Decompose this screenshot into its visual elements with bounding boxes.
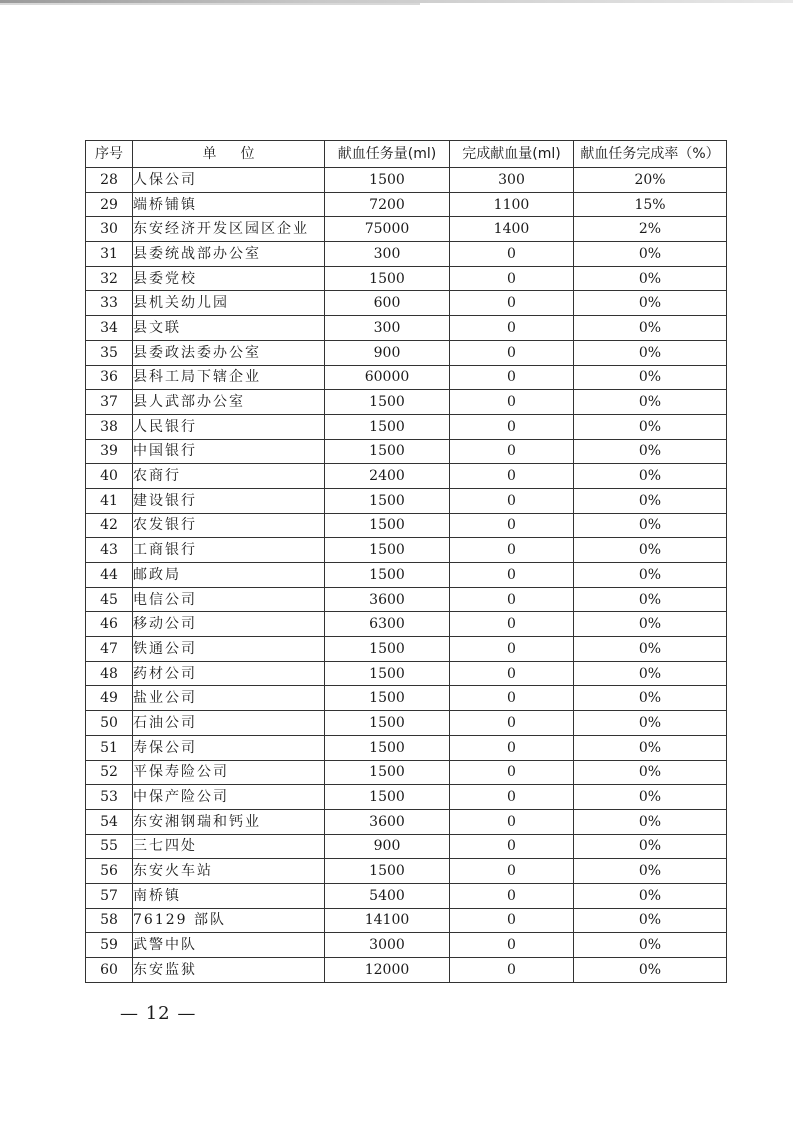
- row-completion-rate: 0%: [574, 883, 727, 908]
- row-completed-volume: 1400: [450, 217, 574, 242]
- header-seq: 序号: [86, 141, 133, 168]
- table-row: [86, 661, 727, 686]
- row-completed-volume: 0: [450, 933, 574, 958]
- row-task-volume: 1500: [325, 538, 450, 563]
- table-row: [86, 563, 727, 588]
- row-completed-volume: 0: [450, 464, 574, 489]
- row-completed-volume: 0: [450, 414, 574, 439]
- row-completed-volume: 0: [450, 266, 574, 291]
- row-completed-volume: 1100: [450, 192, 574, 217]
- row-seq: 34: [86, 316, 133, 341]
- row-task-volume: 3600: [325, 809, 450, 834]
- row-completed-volume: 0: [450, 908, 574, 933]
- row-task-volume: 1500: [325, 513, 450, 538]
- row-completion-rate: 0%: [574, 760, 727, 785]
- row-unit: 移动公司: [133, 612, 325, 637]
- row-task-volume: 75000: [325, 217, 450, 242]
- row-completion-rate: 0%: [574, 637, 727, 662]
- row-unit: 东安火车站: [133, 859, 325, 884]
- table-row: [86, 316, 727, 341]
- table-row: [86, 390, 727, 415]
- row-completed-volume: 0: [450, 587, 574, 612]
- row-unit: 铁通公司: [133, 637, 325, 662]
- row-completion-rate: 0%: [574, 587, 727, 612]
- row-task-volume: 300: [325, 242, 450, 267]
- row-completed-volume: 0: [450, 686, 574, 711]
- row-completion-rate: 0%: [574, 488, 727, 513]
- row-unit: 76129 部队: [133, 908, 325, 933]
- row-task-volume: 300: [325, 316, 450, 341]
- row-completion-rate: 0%: [574, 711, 727, 736]
- row-task-volume: 1500: [325, 390, 450, 415]
- row-seq: 52: [86, 760, 133, 785]
- row-completion-rate: 0%: [574, 414, 727, 439]
- row-seq: 31: [86, 242, 133, 267]
- row-completed-volume: 300: [450, 168, 574, 193]
- row-completed-volume: 0: [450, 538, 574, 563]
- row-unit: 县委统战部办公室: [133, 242, 325, 267]
- row-seq: 58: [86, 908, 133, 933]
- table-row: [86, 266, 727, 291]
- row-task-volume: 1500: [325, 735, 450, 760]
- row-completed-volume: 0: [450, 563, 574, 588]
- row-seq: 47: [86, 637, 133, 662]
- row-seq: 46: [86, 612, 133, 637]
- row-seq: 59: [86, 933, 133, 958]
- row-task-volume: 3600: [325, 587, 450, 612]
- row-task-volume: 7200: [325, 192, 450, 217]
- row-unit: 端桥铺镇: [133, 192, 325, 217]
- row-unit: 县委政法委办公室: [133, 340, 325, 365]
- row-seq: 29: [86, 192, 133, 217]
- row-completion-rate: 2%: [574, 217, 727, 242]
- row-seq: 50: [86, 711, 133, 736]
- table-row: [86, 612, 727, 637]
- row-task-volume: 600: [325, 291, 450, 316]
- row-seq: 37: [86, 390, 133, 415]
- row-task-volume: 1500: [325, 686, 450, 711]
- row-task-volume: 1500: [325, 414, 450, 439]
- row-task-volume: 5400: [325, 883, 450, 908]
- row-completion-rate: 0%: [574, 538, 727, 563]
- table-row: [86, 439, 727, 464]
- row-unit: 东安湘钢瑞和钙业: [133, 809, 325, 834]
- table-row: [86, 908, 727, 933]
- row-seq: 42: [86, 513, 133, 538]
- row-completed-volume: 0: [450, 513, 574, 538]
- row-seq: 49: [86, 686, 133, 711]
- table-row: [86, 637, 727, 662]
- row-task-volume: 60000: [325, 365, 450, 390]
- row-seq: 51: [86, 735, 133, 760]
- row-task-volume: 1500: [325, 563, 450, 588]
- row-completed-volume: 0: [450, 785, 574, 810]
- table-row: [86, 488, 727, 513]
- row-unit: 盐业公司: [133, 686, 325, 711]
- row-unit: 工商银行: [133, 538, 325, 563]
- row-completed-volume: 0: [450, 834, 574, 859]
- row-task-volume: 3000: [325, 933, 450, 958]
- row-completion-rate: 0%: [574, 291, 727, 316]
- row-task-volume: 1500: [325, 661, 450, 686]
- row-unit: 药材公司: [133, 661, 325, 686]
- row-unit: 中国银行: [133, 439, 325, 464]
- table-row: [86, 291, 727, 316]
- table-row: [86, 414, 727, 439]
- row-unit: 石油公司: [133, 711, 325, 736]
- row-completion-rate: 0%: [574, 365, 727, 390]
- row-completion-rate: 20%: [574, 168, 727, 193]
- row-completion-rate: 0%: [574, 340, 727, 365]
- row-completed-volume: 0: [450, 242, 574, 267]
- table-row: [86, 513, 727, 538]
- row-unit: 东安监狱: [133, 958, 325, 983]
- scan-top-edge-shadow: [0, 3, 420, 5]
- table-row: [86, 859, 727, 884]
- row-seq: 32: [86, 266, 133, 291]
- row-completed-volume: 0: [450, 809, 574, 834]
- row-completion-rate: 0%: [574, 464, 727, 489]
- row-completion-rate: 0%: [574, 242, 727, 267]
- table-row: [86, 809, 727, 834]
- table-row: [86, 958, 727, 983]
- row-seq: 33: [86, 291, 133, 316]
- row-completed-volume: 0: [450, 612, 574, 637]
- header-task-volume: 献血任务量(ml): [325, 141, 450, 168]
- row-task-volume: 1500: [325, 785, 450, 810]
- row-unit: 中保产险公司: [133, 785, 325, 810]
- row-completion-rate: 0%: [574, 439, 727, 464]
- row-completed-volume: 0: [450, 439, 574, 464]
- row-seq: 43: [86, 538, 133, 563]
- table-row: [86, 365, 727, 390]
- row-completion-rate: 0%: [574, 316, 727, 341]
- row-completion-rate: 0%: [574, 859, 727, 884]
- row-task-volume: 14100: [325, 908, 450, 933]
- table-row: [86, 760, 727, 785]
- row-completed-volume: 0: [450, 488, 574, 513]
- row-completion-rate: 0%: [574, 933, 727, 958]
- row-completed-volume: 0: [450, 340, 574, 365]
- table-row: [86, 883, 727, 908]
- row-unit: 电信公司: [133, 587, 325, 612]
- row-seq: 60: [86, 958, 133, 983]
- row-completion-rate: 0%: [574, 735, 727, 760]
- row-completed-volume: 0: [450, 637, 574, 662]
- row-seq: 35: [86, 340, 133, 365]
- row-unit: 农商行: [133, 464, 325, 489]
- row-task-volume: 1500: [325, 488, 450, 513]
- row-unit: 寿保公司: [133, 735, 325, 760]
- table-body: [86, 168, 727, 983]
- row-completed-volume: 0: [450, 291, 574, 316]
- row-completed-volume: 0: [450, 316, 574, 341]
- row-task-volume: 1500: [325, 859, 450, 884]
- row-completion-rate: 0%: [574, 785, 727, 810]
- row-task-volume: 2400: [325, 464, 450, 489]
- header-completion-rate: 献血任务完成率（%）: [574, 141, 727, 168]
- table-row: [86, 464, 727, 489]
- row-seq: 57: [86, 883, 133, 908]
- table-row: [86, 168, 727, 193]
- table-row: [86, 587, 727, 612]
- table-row: [86, 538, 727, 563]
- row-task-volume: 1500: [325, 637, 450, 662]
- row-completed-volume: 0: [450, 711, 574, 736]
- row-seq: 54: [86, 809, 133, 834]
- row-completion-rate: 0%: [574, 612, 727, 637]
- row-unit: 三七四处: [133, 834, 325, 859]
- row-completed-volume: 0: [450, 859, 574, 884]
- row-seq: 40: [86, 464, 133, 489]
- row-task-volume: 1500: [325, 439, 450, 464]
- row-seq: 55: [86, 834, 133, 859]
- row-unit: 县人武部办公室: [133, 390, 325, 415]
- row-seq: 30: [86, 217, 133, 242]
- row-unit: 县委党校: [133, 266, 325, 291]
- table-row: [86, 933, 727, 958]
- row-completion-rate: 0%: [574, 513, 727, 538]
- row-seq: 41: [86, 488, 133, 513]
- row-unit: 东安经济开发区园区企业: [133, 217, 325, 242]
- table-row: [86, 340, 727, 365]
- row-unit: 邮政局: [133, 563, 325, 588]
- row-seq: 39: [86, 439, 133, 464]
- row-seq: 56: [86, 859, 133, 884]
- row-seq: 45: [86, 587, 133, 612]
- row-completed-volume: 0: [450, 958, 574, 983]
- row-unit: 人保公司: [133, 168, 325, 193]
- row-unit: 平保寿险公司: [133, 760, 325, 785]
- row-unit: 南桥镇: [133, 883, 325, 908]
- row-completion-rate: 0%: [574, 809, 727, 834]
- row-unit: 建设银行: [133, 488, 325, 513]
- row-unit: 县科工局下辖企业: [133, 365, 325, 390]
- table-row: [86, 735, 727, 760]
- row-task-volume: 6300: [325, 612, 450, 637]
- row-task-volume: 1500: [325, 711, 450, 736]
- row-unit: 县文联: [133, 316, 325, 341]
- row-completed-volume: 0: [450, 760, 574, 785]
- row-unit: 农发银行: [133, 513, 325, 538]
- row-completed-volume: 0: [450, 661, 574, 686]
- row-unit: 县机关幼儿园: [133, 291, 325, 316]
- row-completed-volume: 0: [450, 883, 574, 908]
- row-completion-rate: 0%: [574, 958, 727, 983]
- page-number: — 12 —: [120, 1003, 197, 1024]
- row-task-volume: 1500: [325, 760, 450, 785]
- row-completed-volume: 0: [450, 390, 574, 415]
- table-row: [86, 217, 727, 242]
- table-header-row: [86, 141, 727, 168]
- row-completion-rate: 0%: [574, 266, 727, 291]
- row-completed-volume: 0: [450, 735, 574, 760]
- row-seq: 48: [86, 661, 133, 686]
- table-row: [86, 192, 727, 217]
- row-seq: 28: [86, 168, 133, 193]
- table-row: [86, 834, 727, 859]
- row-unit: 人民银行: [133, 414, 325, 439]
- table-row: [86, 785, 727, 810]
- header-completed-volume: 完成献血量(ml): [450, 141, 574, 168]
- row-completion-rate: 0%: [574, 563, 727, 588]
- row-completion-rate: 0%: [574, 390, 727, 415]
- row-seq: 44: [86, 563, 133, 588]
- row-seq: 38: [86, 414, 133, 439]
- header-unit: 单位: [133, 141, 325, 168]
- blood-donation-table: [85, 140, 727, 983]
- row-task-volume: 1500: [325, 168, 450, 193]
- table-row: [86, 711, 727, 736]
- row-task-volume: 900: [325, 340, 450, 365]
- row-completion-rate: 0%: [574, 686, 727, 711]
- row-completion-rate: 0%: [574, 661, 727, 686]
- table-row: [86, 242, 727, 267]
- row-completion-rate: 15%: [574, 192, 727, 217]
- row-completed-volume: 0: [450, 365, 574, 390]
- row-task-volume: 900: [325, 834, 450, 859]
- row-seq: 53: [86, 785, 133, 810]
- row-completion-rate: 0%: [574, 834, 727, 859]
- row-seq: 36: [86, 365, 133, 390]
- row-unit: 武警中队: [133, 933, 325, 958]
- row-task-volume: 12000: [325, 958, 450, 983]
- table-row: [86, 686, 727, 711]
- row-completion-rate: 0%: [574, 908, 727, 933]
- row-task-volume: 1500: [325, 266, 450, 291]
